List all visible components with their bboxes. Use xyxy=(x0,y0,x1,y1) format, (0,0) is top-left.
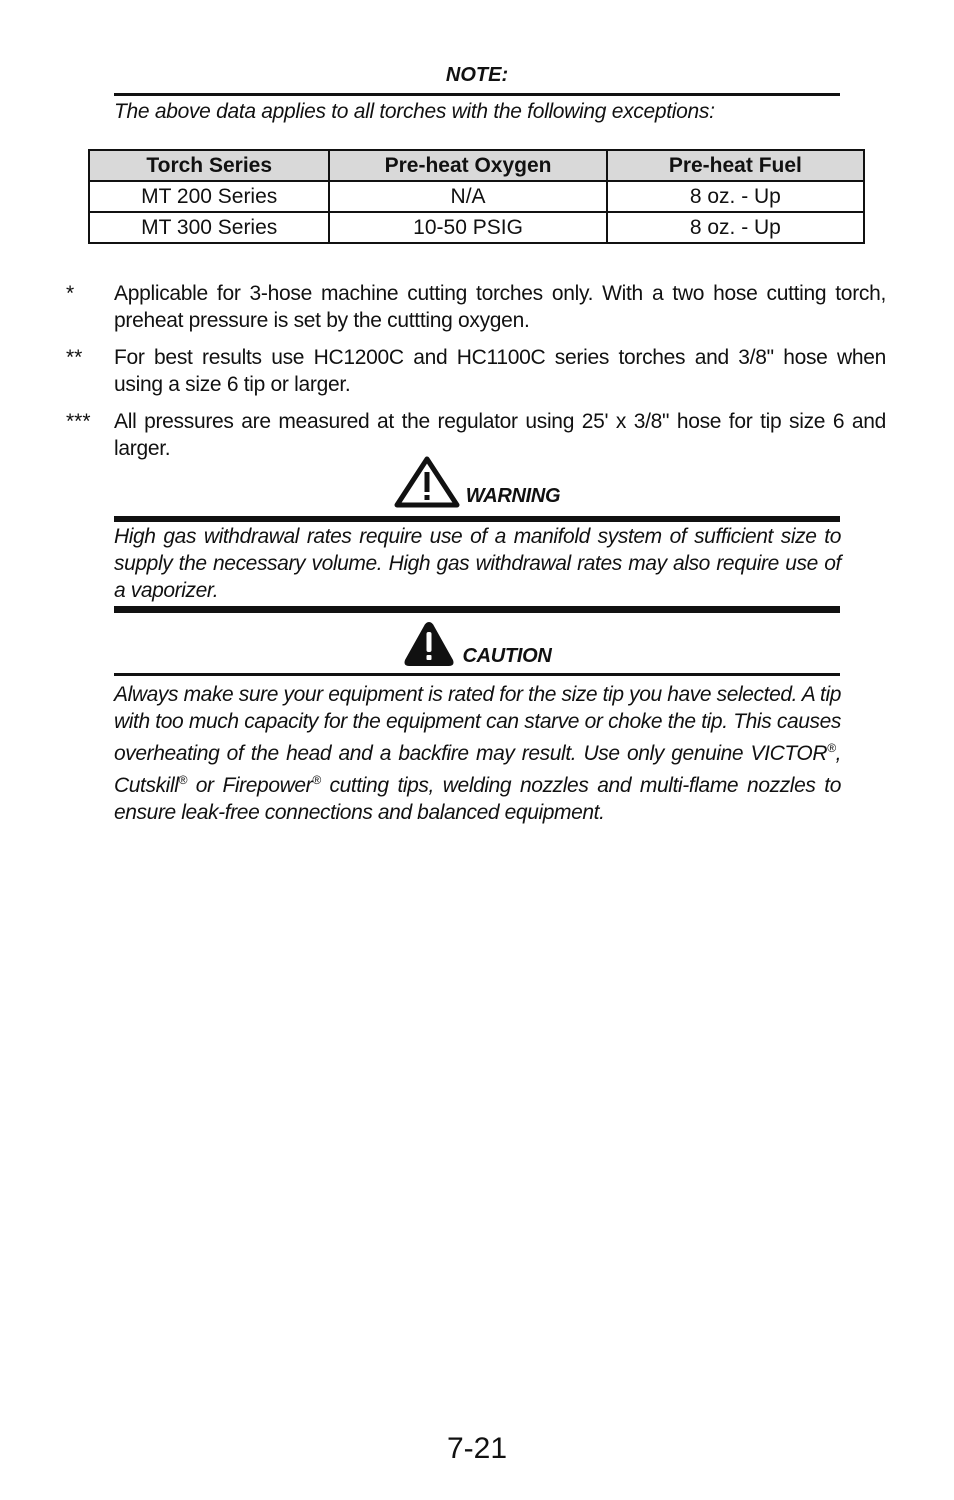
caution-text-part: or Firepower xyxy=(186,774,313,797)
caution-text-part: Always make sure your equipment is rated for the size tip you have selected. A tip with too much capacity for the equipment can starve or choke the tip. This causes overheating of the head and a backfire may result. Use only genuine VICTOR xyxy=(114,683,841,765)
table-header-cell: Torch Series xyxy=(89,150,329,181)
warning-text: High gas withdrawal rates require use of a manifold system of sufficient size to supply the necessary volume. High gas withdrawal rates may also require use of a vaporizer. xyxy=(114,525,841,602)
registered-mark: ® xyxy=(312,773,321,787)
caution-rule xyxy=(114,673,840,676)
note-rule xyxy=(114,93,840,96)
table-header-row xyxy=(89,150,864,181)
footnote-1 xyxy=(66,280,886,334)
table-row xyxy=(89,181,864,212)
exceptions-table xyxy=(88,149,865,244)
warning-label: WARNING xyxy=(465,485,561,507)
table-cell: 8 oz. - Up xyxy=(607,212,864,243)
caution-label: CAUTION xyxy=(462,645,552,667)
table-cell: MT 300 Series xyxy=(89,212,329,243)
footnote-mark: ** xyxy=(66,346,83,369)
table-cell: N/A xyxy=(329,181,606,212)
footnote-mark: *** xyxy=(66,410,91,433)
warning-triangle-icon xyxy=(394,456,460,508)
warning-heading xyxy=(114,456,840,508)
footnote-text: For best results use HC1200C and HC1100C series torches and 3/8" hose when using a size 6 tip or larger. xyxy=(114,346,886,396)
footnote-text: All pressures are measured at the regulator using 25' x 3/8" hose for tip size 6 and larger. xyxy=(114,410,886,460)
note-title: NOTE: xyxy=(445,64,509,86)
caution-text-part: cutting tips, welding nozzles and multi-flame nozzles to ensure leak-free connections and balanced equipment. xyxy=(114,774,841,824)
caution-text xyxy=(114,681,841,826)
caution-exclamation-icon xyxy=(402,620,456,668)
footnote-mark: * xyxy=(66,282,75,305)
footnote-2 xyxy=(66,344,886,398)
table-cell: MT 200 Series xyxy=(89,181,329,212)
page-number: 7-21 xyxy=(446,1432,508,1465)
warning-rule-top xyxy=(114,516,840,522)
footnote-3 xyxy=(66,408,886,462)
registered-mark: ® xyxy=(827,741,836,755)
caution-heading xyxy=(114,620,840,668)
note-text: The above data applies to all torches with the following exceptions: xyxy=(114,100,715,123)
table-cell: 8 oz. - Up xyxy=(607,181,864,212)
footnote-text: Applicable for 3-hose machine cutting torches only. With a two hose cutting torch, preheat pressure is set by the cuttting oxygen. xyxy=(114,282,886,332)
table-row xyxy=(89,212,864,243)
registered-mark: ® xyxy=(178,773,187,787)
table-header-cell: Pre-heat Oxygen xyxy=(329,150,606,181)
table-cell: 10-50 PSIG xyxy=(329,212,606,243)
warning-rule-bottom xyxy=(114,606,840,613)
caution-text-part: , Cutskill xyxy=(114,742,841,797)
table-header-cell: Pre-heat Fuel xyxy=(607,150,864,181)
